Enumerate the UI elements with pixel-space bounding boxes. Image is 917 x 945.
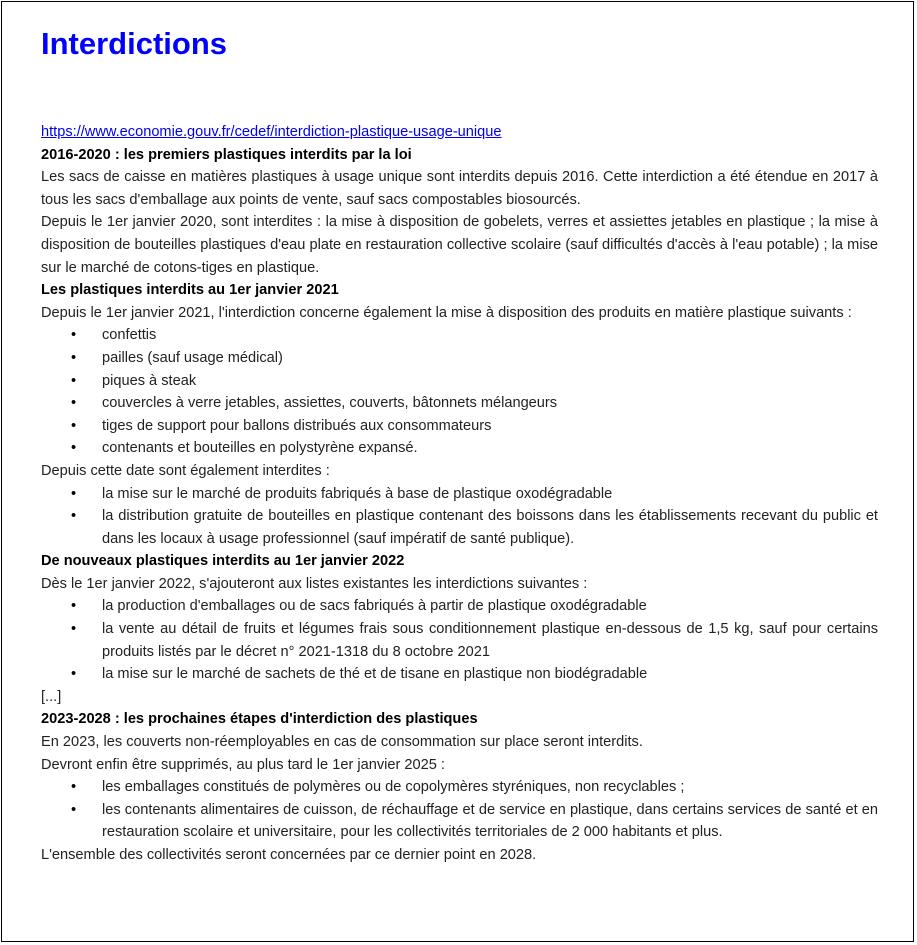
list-item: • confettis xyxy=(41,324,878,347)
section-heading: De nouveaux plastiques interdits au 1er janvier 2022 xyxy=(41,553,405,570)
source-link[interactable]: https://www.economie.gouv.fr/cedef/interdiction-plastique-usage-unique xyxy=(41,124,502,140)
paragraph: Devront enfin être supprimés, au plus tard le 1er janvier 2025 : xyxy=(41,756,445,773)
list-item: • la mise sur le marché de sachets de thé et de tisane en plastique non biodégradable xyxy=(41,663,878,686)
list-item: • les contenants alimentaires de cuisson, de réchauffage et de service en plastique, dans certains services de santé et en restauration scolaire et universitaire, pour les collectivités territoriales de 2 000 habitants et plus. xyxy=(41,799,878,844)
paragraph: Dès le 1er janvier 2022, s'ajouteront aux listes existantes les interdictions suivantes : xyxy=(41,575,588,592)
list-item: • piques à steak xyxy=(41,370,878,393)
list-item: • la distribution gratuite de bouteilles en plastique contenant des boissons dans les établissements recevant du public et dans les locaux à usage professionnel (sauf impératif de santé publique). xyxy=(41,505,878,550)
paragraph: L'ensemble des collectivités seront concernées par ce dernier point en 2028. xyxy=(41,847,537,863)
list-item: • tiges de support pour ballons distribués aux consommateurs xyxy=(41,415,878,438)
paragraph: Les sacs de caisse en matières plastiques à usage unique sont interdits depuis 2016. Cette interdiction a été étendue en 2017 à tous les sacs d'emballage aux points de vente, sauf sacs compostables biosourcés. xyxy=(41,169,878,208)
list-item: • la vente au détail de fruits et légumes frais sous conditionnement plastique en-dessous de 1,5 kg, sauf pour certains produits listés par le décret n° 2021-1318 du 8 octobre 2021 xyxy=(41,618,878,663)
section-heading: 2016-2020 : les premiers plastiques interdits par la loi xyxy=(41,146,412,163)
list-item: • couvercles à verre jetables, assiettes, couverts, bâtonnets mélangeurs xyxy=(41,392,878,415)
list-item: • pailles (sauf usage médical) xyxy=(41,347,878,370)
bullet-list xyxy=(41,595,878,685)
list-item: • contenants et bouteilles en polystyrène expansé. xyxy=(41,437,878,460)
section-heading: 2023-2028 : les prochaines étapes d'interdiction des plastiques xyxy=(41,711,478,728)
bullet-list xyxy=(41,483,878,551)
document-page xyxy=(1,1,914,942)
list-item: • la production d'emballages ou de sacs fabriqués à partir de plastique oxodégradable xyxy=(41,595,878,618)
section-heading: Les plastiques interdits au 1er janvier 2021 xyxy=(41,282,339,299)
list-item: • les emballages constitués de polymères ou de copolymères styréniques, non recyclables ; xyxy=(41,776,878,799)
page-title: Interdictions xyxy=(41,26,228,61)
paragraph: En 2023, les couverts non-réemployables en cas de consommation sur place seront interdits. xyxy=(41,734,643,751)
bullet-list xyxy=(41,776,878,844)
bullet-list xyxy=(41,324,878,460)
paragraph: Depuis le 1er janvier 2021, l'interdiction concerne également la mise à disposition des produits en matière plastique suivants : xyxy=(41,304,852,321)
list-item: • la mise sur le marché de produits fabriqués à base de plastique oxodégradable xyxy=(41,483,878,506)
paragraph: Depuis le 1er janvier 2020, sont interdites : la mise à disposition de gobelets, verres et assiettes jetables en plastique ; la mise à disposition de bouteilles plastiques d'eau plate en restauration collective scolaire (sauf difficultés d'accès à l'eau potable) ; la mise sur le marché de cotons-tiges en plastique. xyxy=(41,214,878,276)
ellipsis: [...] xyxy=(41,688,62,705)
paragraph: Depuis cette date sont également interdites : xyxy=(41,462,330,479)
